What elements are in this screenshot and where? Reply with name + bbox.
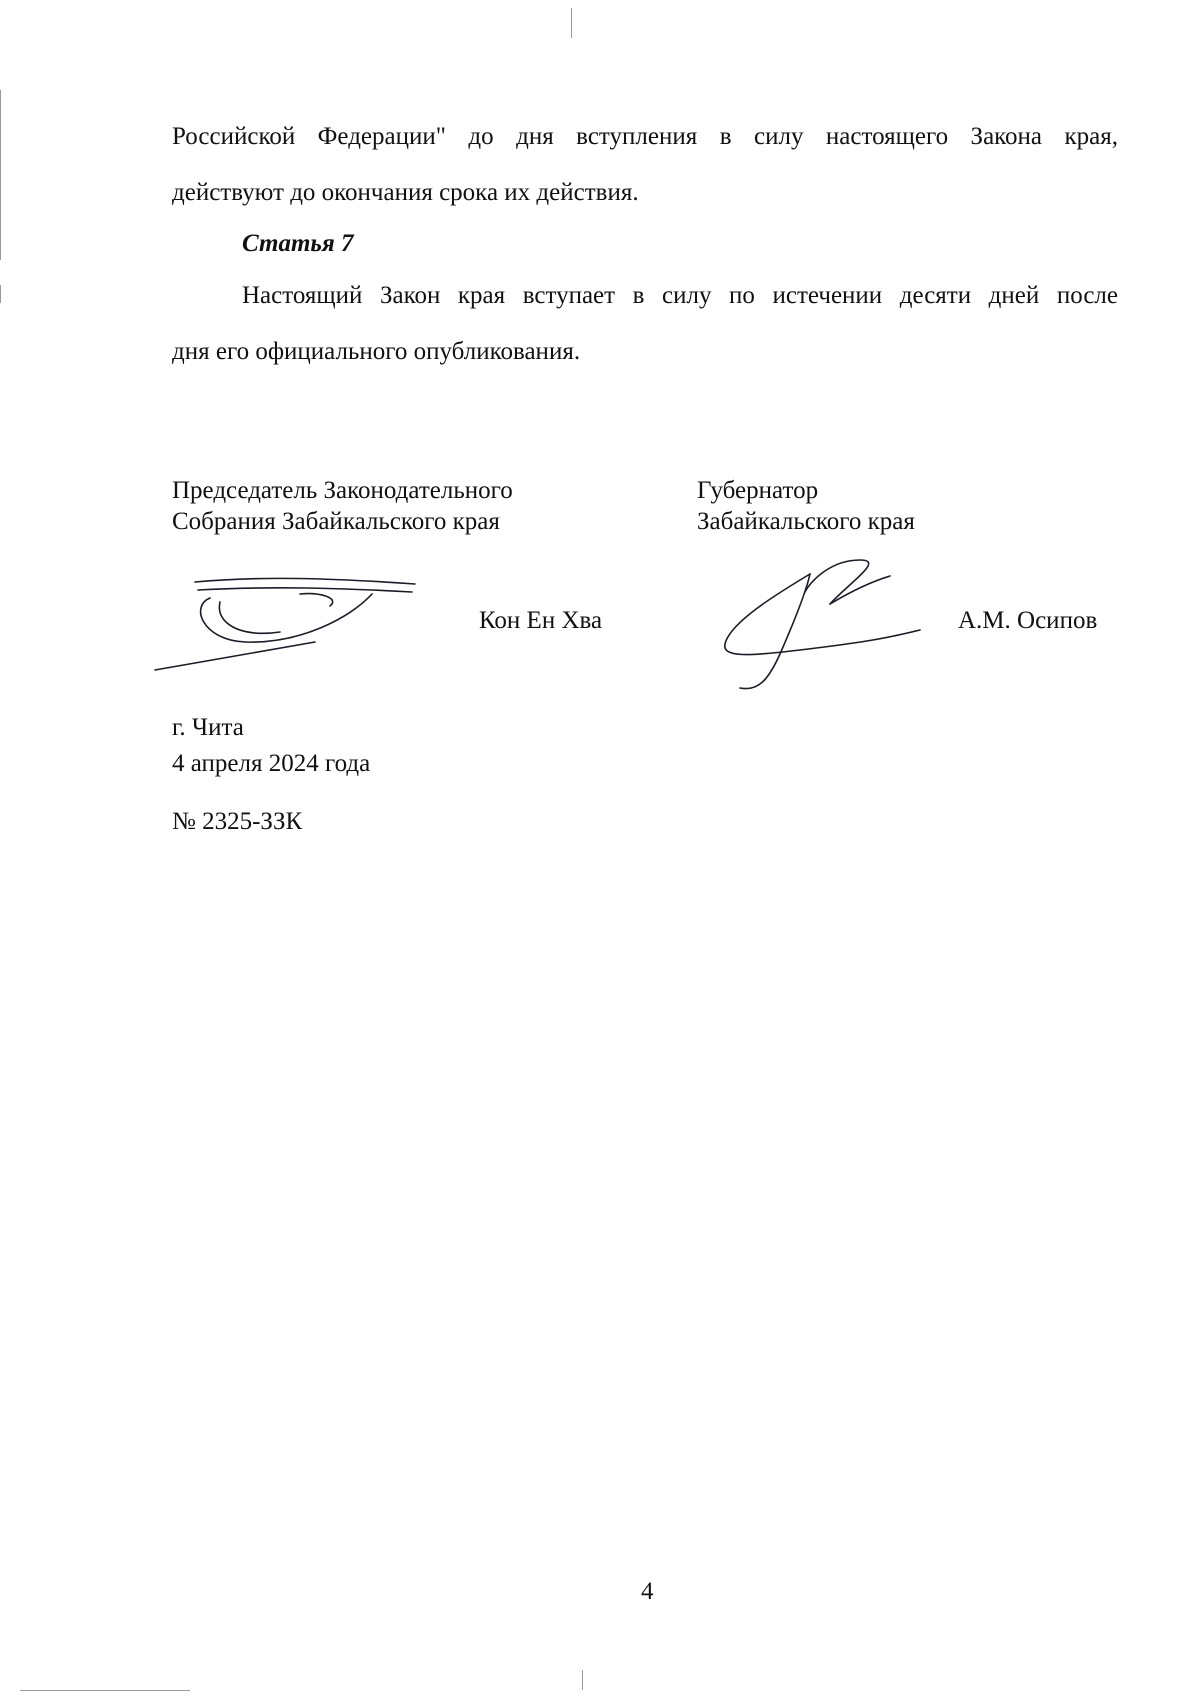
right-signatory-name: А.М. Осипов — [958, 607, 1098, 634]
scan-speck — [571, 8, 572, 38]
right-signatory-title — [697, 475, 915, 537]
left-signatory-title — [172, 475, 513, 537]
title-line: Забайкальского края — [697, 508, 915, 535]
right-signature-image — [710, 552, 950, 702]
title-line: Собрания Забайкальского края — [172, 508, 500, 535]
title-line: Губернатор — [697, 477, 819, 504]
place: г. Чита — [172, 714, 244, 741]
date: 4 апреля 2024 года — [172, 750, 371, 777]
paragraph-line: Российской Федерации" до дня вступления в силу настоящего Закона края, — [172, 123, 1118, 150]
paragraph-line: Настоящий Закон края вступает в силу по истечении десяти дней после — [242, 282, 1118, 309]
scan-speck — [0, 285, 1, 303]
left-signatory-name: Кон Ен Хва — [479, 607, 603, 634]
left-signature-image — [150, 568, 430, 678]
scan-speck — [582, 1670, 583, 1690]
place-and-date — [172, 710, 370, 782]
paragraph-line: действуют до окончания срока их действия. — [172, 179, 639, 206]
page-number: 4 — [641, 1578, 654, 1605]
document-number: № 2325-ЗЗК — [172, 808, 303, 835]
scan-speck — [20, 1690, 190, 1691]
paragraph-continuation — [172, 109, 1118, 221]
paragraph-line: дня его официального опубликования. — [172, 338, 581, 365]
title-line: Председатель Законодательного — [172, 477, 513, 504]
article-paragraph — [172, 268, 1118, 380]
article-heading: Статья 7 — [242, 230, 354, 257]
scan-speck — [0, 90, 1, 260]
